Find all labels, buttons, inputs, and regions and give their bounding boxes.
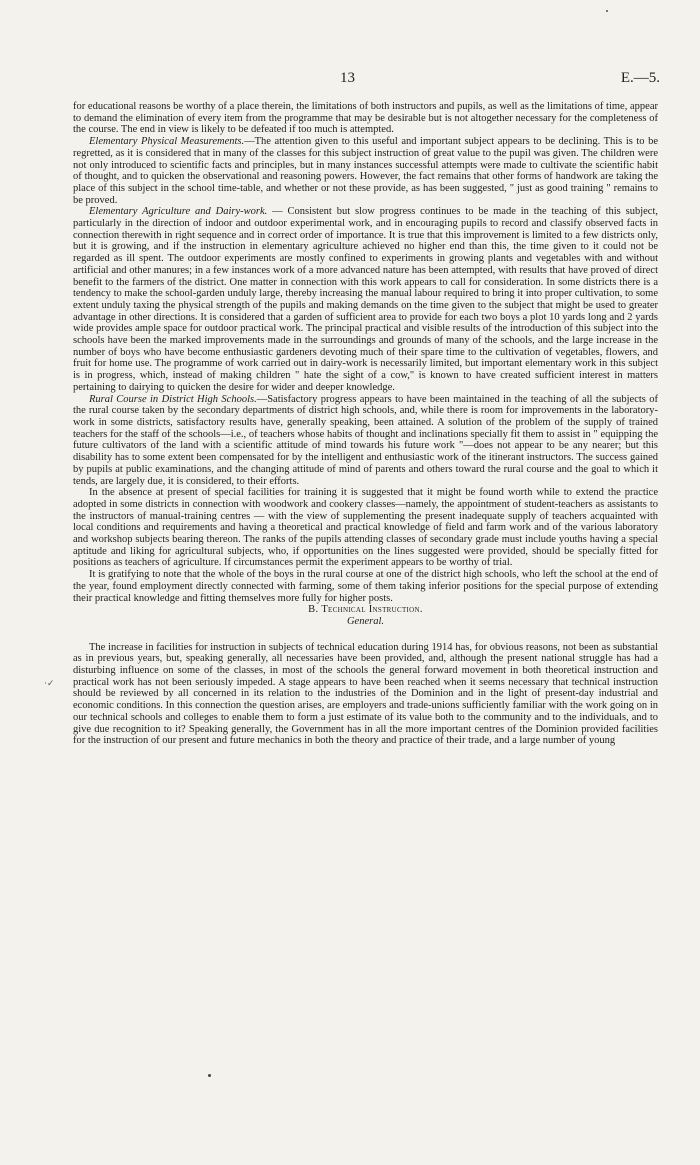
section-title: Technical Instruction. xyxy=(321,604,423,616)
paragraph xyxy=(73,136,658,206)
paragraph-heading: Elementary Physical Measurements. xyxy=(89,136,245,148)
scan-dot xyxy=(208,1074,211,1077)
paragraph xyxy=(73,394,658,488)
paragraph-text: —The attention given to this useful and important subject appears to be declining. This is to be regretted, as it is considered that in many of the classes for this subject instruction of great value to the pupil was given. The children were not only introduced to scientific facts and principles, but in many instances successful attempts were made to cultivate the scientific habit of thought, and to quicken the observational and reasoning powers. However, the fact remains that other forms of handwork are taking the place of this subject in the school time-table, and whether or not these provide, as has been suggested, " just as good training " remains to be proved. xyxy=(73,136,659,206)
section-heading xyxy=(73,604,658,616)
document-reference: E.—5. xyxy=(620,70,660,86)
scan-speck xyxy=(606,10,608,12)
page-number: 13 xyxy=(340,70,355,86)
body-text xyxy=(73,101,658,747)
paragraph-heading: Elementary Agriculture and Dairy-work. xyxy=(89,206,268,218)
paragraph xyxy=(73,206,658,393)
paragraph-text: — Consistent but slow progress continues to be made in the teaching of this subject, particularly in the direction of indoor and outdoor experimental work, and in encouraging pupils to record and classify observed facts in connection therewith in right sequence and in correct order of importance. It is true that this improvement is limited to a few districts only, but it is growing, and if the instruction in elementary agriculture achieved no higher end than this, the time given to it could not be regarded as ill spent. The outdoor experiments are mostly confined to experiments in growing plants and vegetables with and without artificial and other manures; in a few instances work of a more advanced nature has been attempted, with results that have proved of direct benefit to the farmers of the district. One matter in connection with this work appears to call for consideration. In some districts there is a tendency to make the school-garden unduly large, thereby increasing the manual labour required to bring it into proper cultivation, to some extent unduly taxing the physical strength of the pupils and making demands on the time given to the subject that might be used to greater advantage in other directions. It is considered that a garden of sufficient area to provide for each two boys a plot 10 yards long and 2 yards wide provides ample space for outdoor practical work. The principal practical and visible results of the introduction of this subject into the schools have been the marked improvements made in the surroundings and grounds of many of the schools, and the large increase in the number of boys who have become enthusiastic gardeners devoting much of their spare time to the cultivation of vegetables, flowers, and fruit for home use. The programme of work carried out in dairy-work is necessarily limited, but important elementary work in this subject is in progress, which, instead of making children " hate the sight of a cow," is known to have created sufficient interest in matters pertaining to dairying to quicken the desire for wider and deeper knowledge. xyxy=(73,206,658,393)
paragraph-text: —Satisfactory progress appears to have been maintained in the teaching of all the subjects of the rural course taken by the secondary departments of district high schools, and, while there is room for improvements in the laboratory-work in some districts, satisfactory results have, generally speaking, been attained. A solution of the problem of the supply of trained teachers for the staff of the schools—i.e., of teachers whose habits of thought and inclinations specially fit them to assist in " equipping the future cultivators of the land with a scientific attitude of mind towards his future work "—does not appear to be any nearer; but this disability has to some extent been compensated for by the intelligent and enthusiastic work of the itinerant instructors. The success gained by pupils at public examinations, and the changing attitude of mind of parents and others toward the rural course and the goal to which it tends, are largely due, it is considered, to their efforts. xyxy=(73,393,658,487)
margin-mark-icon: ·✓ xyxy=(44,679,55,689)
section-prefix: B. xyxy=(308,604,322,616)
section-subtitle: General. xyxy=(346,615,385,627)
paragraph: for educational reasons be worthy of a place therein, the limitations of both instructors and pupils, as well as the limitations of time, appear to demand the elimination of every item from the programme that may be desirable but is not altogether necessary for the completeness of the course. The end in view is likely to be defeated if too much is attempted. xyxy=(73,101,658,136)
paragraph: In the absence at present of special facilities for training it is suggested that it might be found worth while to extend the practice adopted in some districts in connection with woodwork and cookery classes—namely, the appointment of student-teachers as assistants to the instructors of manual-training centres — with the view of supplementing the present inadequate supply of teachers acquainted with local conditions and requirements and having a theoretical and practical knowledge of field and farm work and of the various laboratory and workshop subjects bearing thereon. The ranks of the pupils attending classes of secondary grade must include youths having a special aptitude and liking for agricultural subjects, who, if opportunities on the lines suggested were provided, should be specially fitted for positions as teachers of agriculture. If circumstances permit the experiment appears to be worthy of trial. xyxy=(73,487,658,569)
paragraph-heading: Rural Course in District High Schools. xyxy=(89,393,257,405)
paragraph: The increase in facilities for instruction in subjects of technical education during 1914 has, for obvious reasons, not been as substantial as in previous years, but, speaking generally, all necessaries have been provided, and, although the present national struggle has had a disturbing influence on some of the classes, in most of the schools the general forward movement in both theoretical instruction and practical work has not been seriously impeded. A stage appears to have been reached when it seems necessary that technical instruction should be reviewed by all concerned in its relation to the industries of the Dominion and in the light of present-day industrial and economic conditions. In this connection the question arises, are employers and trade-unions sufficiently familiar with the work going on in our technical schools and colleges to enable them to form a just estimate of its value both to the community and to the individuals, and to give due recognition to it? Speaking generally, the Government has in all the more important centres of the Dominion provided facilities for the instruction of our present and future mechanics in both the theory and practice of their trade, and a large number of young xyxy=(73,641,658,747)
paragraph: It is gratifying to note that the whole of the boys in the rural course at one of the district high schools, who left the school at the end of the year, found employment directly connected with farming, some of them taking inferior positions for the special purpose of extending their practical knowledge and fitting themselves more fully for higher posts. xyxy=(73,569,658,604)
page-header xyxy=(0,70,700,90)
